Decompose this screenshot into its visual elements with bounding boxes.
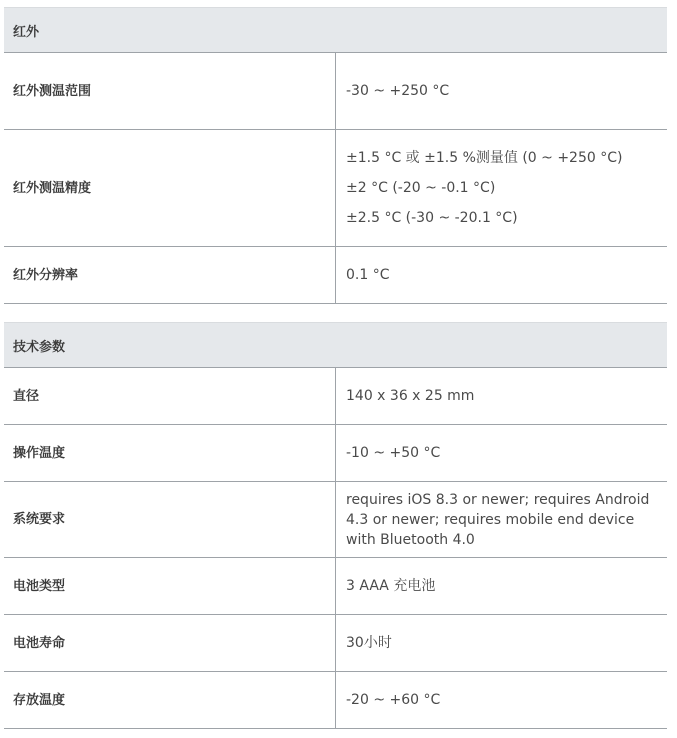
section-title: 红外	[4, 8, 667, 53]
row-value	[336, 247, 668, 304]
tech-spec-table	[4, 322, 667, 729]
table-row	[4, 368, 667, 425]
row-value	[336, 368, 668, 425]
table-row	[4, 558, 667, 615]
row-value	[336, 672, 668, 729]
value-line: ±1.5 °C 或 ±1.5 %测量值 (0 ~ +250 °C)	[346, 150, 623, 166]
value-line: 3 AAA 充电池	[346, 578, 436, 594]
infrared-spec-table	[4, 7, 667, 304]
value-line: -20 ~ +60 °C	[346, 692, 441, 708]
row-label: 电池类型	[4, 558, 336, 615]
table-row	[4, 53, 667, 130]
row-label: 电池寿命	[4, 615, 336, 672]
row-label: 红外测温范围	[4, 53, 336, 130]
section-title: 技术参数	[4, 323, 667, 368]
value-line: ±2 °C (-20 ~ -0.1 °C)	[346, 180, 496, 196]
row-value	[336, 130, 668, 247]
row-label: 红外测温精度	[4, 130, 336, 247]
table-row	[4, 247, 667, 304]
table-row	[4, 482, 667, 558]
row-value	[336, 425, 668, 482]
row-label: 存放温度	[4, 672, 336, 729]
row-value	[336, 482, 668, 558]
table-row	[4, 672, 667, 729]
value-line: ±2.5 °C (-30 ~ -20.1 °C)	[346, 210, 518, 226]
row-label: 红外分辨率	[4, 247, 336, 304]
value-line: -10 ~ +50 °C	[346, 445, 441, 461]
value-line: 30小时	[346, 635, 392, 651]
table-row	[4, 425, 667, 482]
row-value	[336, 53, 668, 130]
row-label: 直径	[4, 368, 336, 425]
row-value	[336, 615, 668, 672]
value-line: 0.1 °C	[346, 267, 390, 283]
section-header	[4, 323, 667, 368]
section-header	[4, 8, 667, 53]
value-line: requires iOS 8.3 or newer; requires Android 4.3 or newer; requires mobile end device with Bluetooth 4.0	[346, 491, 650, 548]
value-line: 140 x 36 x 25 mm	[346, 388, 475, 404]
row-label: 操作温度	[4, 425, 336, 482]
row-label: 系统要求	[4, 482, 336, 558]
row-value	[336, 558, 668, 615]
table-row	[4, 130, 667, 247]
value-line: -30 ~ +250 °C	[346, 83, 450, 99]
table-row	[4, 615, 667, 672]
